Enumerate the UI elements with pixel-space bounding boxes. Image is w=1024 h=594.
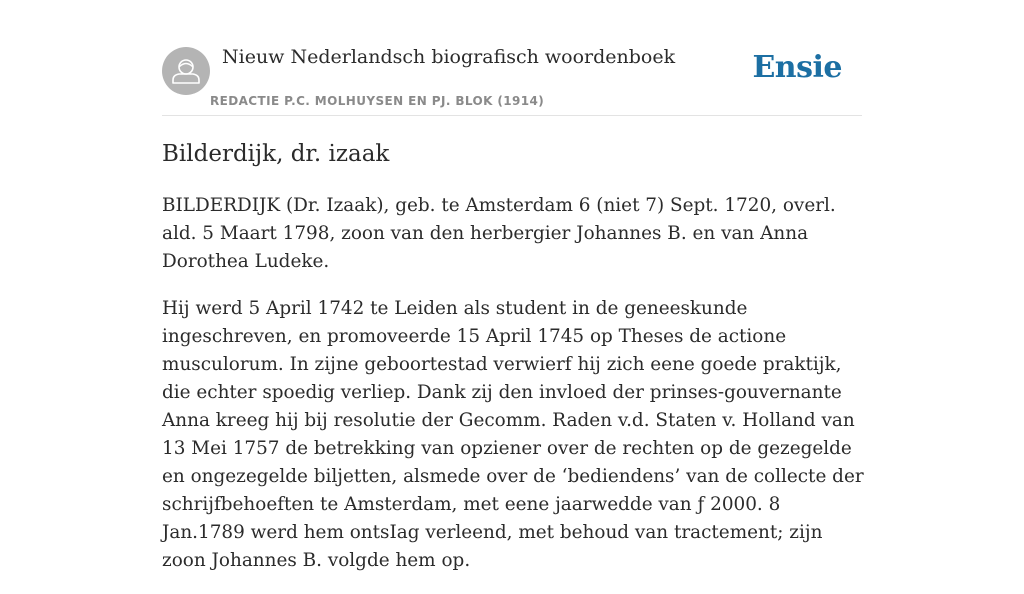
avatar bbox=[162, 47, 210, 95]
article-paragraph-1: BILDERDIJK (Dr. Izaak), geb. te Amsterdam 6 (niet 7) Sept. 1720, overl. ald. 5 Maart 1798, zoon van den herbergier Johannes B. en van Anna Dorothea Ludeke. bbox=[162, 195, 836, 272]
editors-line: REDACTIE P.C. MOLHUYSEN EN PJ. BLOK (1914) bbox=[210, 94, 545, 108]
article-title: Bilderdijk, dr. izaak bbox=[162, 141, 390, 167]
user-icon bbox=[162, 47, 210, 95]
article-paragraph-2: Hij werd 5 April 1742 te Leiden als student in de geneeskunde ingeschreven, en promoveerde 15 April 1745 op Theses de actione musculorum. In zijne geboortestad verwierf hij zich eene goede praktijk, die echter spoedig verliep. Dank zij den invloed der prinses-gouvernante Anna kreeg hij bij resolutie der Gecomm. Raden v.d. Staten v. Holland van 13 Mei 1757 de betrekking van opziener over de rechten op de gezegelde en ongezegelde biljetten, alsmede over de ‘bediendens’ van de collecte der schrijfbehoeften te Amsterdam, met eene jaarwedde van ƒ 2000. 8 Jan.1789 werd hem ontsIag verleend, met behoud van tractement; zijn zoon Johannes B. volgde hem op. bbox=[162, 298, 864, 571]
book-title[interactable]: Nieuw Nederlandsch biografisch woordenboek bbox=[222, 46, 676, 68]
source-header bbox=[162, 40, 862, 116]
ensie-logo[interactable]: Ensie bbox=[752, 50, 842, 85]
article bbox=[162, 138, 866, 594]
